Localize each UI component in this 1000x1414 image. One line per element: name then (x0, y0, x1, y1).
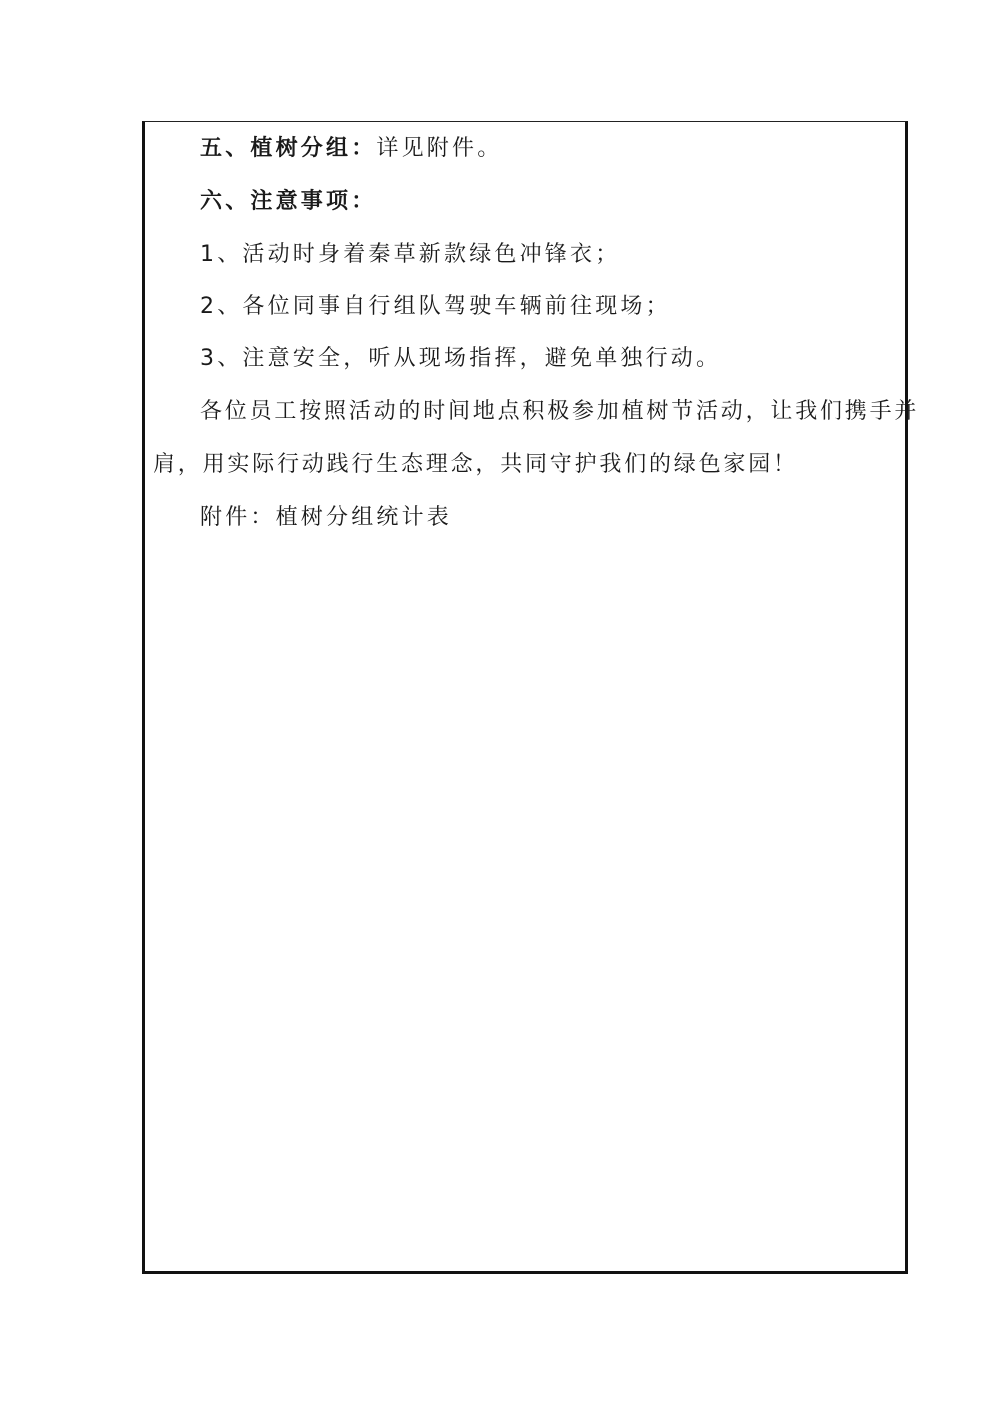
section-five-text: 详见附件。 (376, 136, 503, 161)
closing-paragraph-line-2: 肩，用实际行动践行生态理念，共同守护我们的绿色家园！ (153, 452, 798, 477)
attachment-line: 附件：植树分组统计表 (200, 505, 453, 530)
note-item-3: 3、注意安全，听从现场指挥，避免单独行动。 (200, 346, 722, 371)
note-item-1: 1、活动时身着秦草新款绿色冲锋衣； (200, 242, 621, 267)
section-six-heading: 六、注意事项： (200, 189, 377, 214)
note-item-2: 2、各位同事自行组队驾驶车辆前往现场； (200, 294, 671, 319)
section-five-heading: 五、植树分组： (200, 136, 377, 161)
section-five (200, 134, 502, 164)
closing-paragraph-line-1: 各位员工按照活动的时间地点积极参加植树节活动，让我们携手并 (200, 399, 920, 424)
